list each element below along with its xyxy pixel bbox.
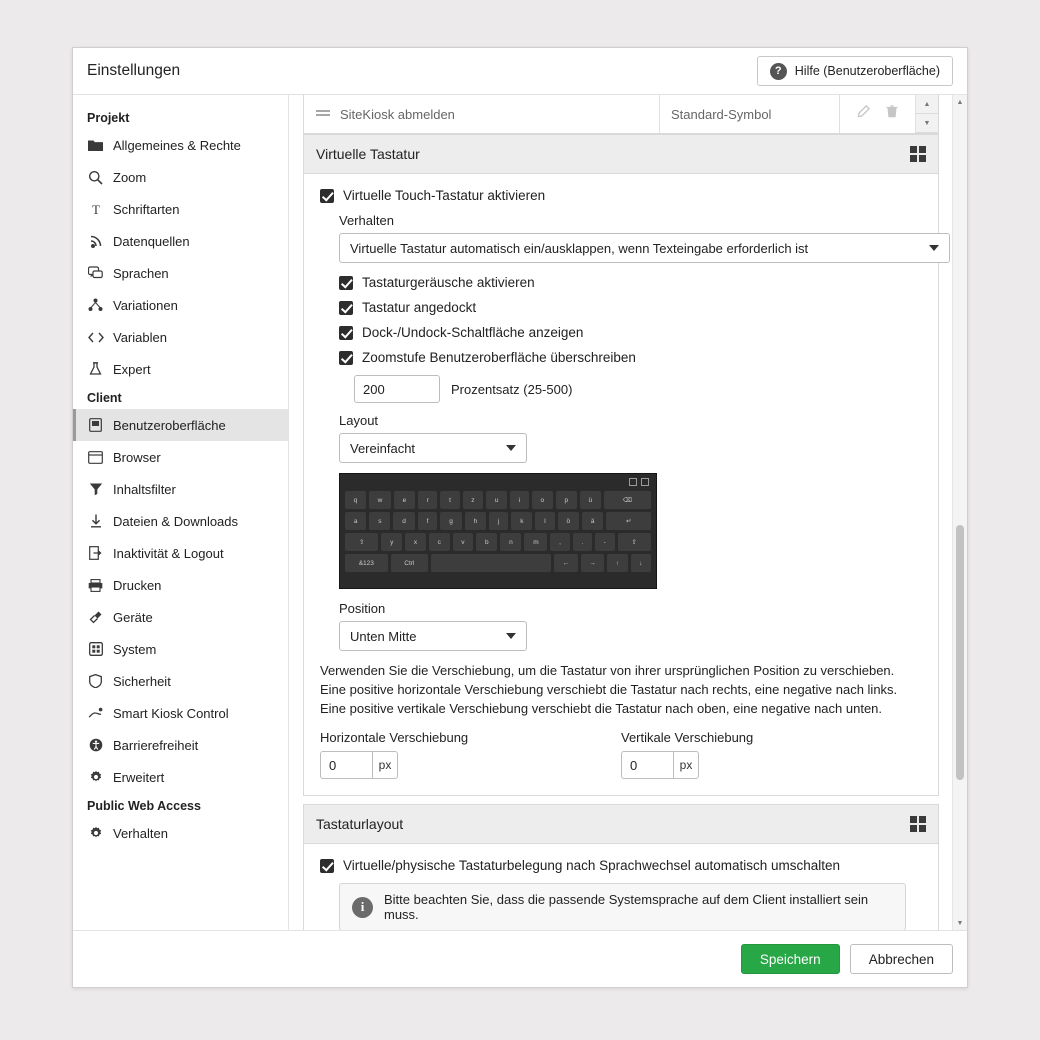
- key: q: [345, 491, 366, 509]
- vertical-offset-unit: px: [673, 751, 699, 779]
- drag-handle-icon[interactable]: [316, 107, 330, 122]
- feed-icon: [87, 233, 104, 250]
- key: j: [489, 512, 508, 530]
- key-arrow-right: →: [581, 554, 605, 572]
- key-arrow-up: ↑: [607, 554, 627, 572]
- sidebar-item-label: Zoom: [113, 169, 147, 185]
- checkbox-row-auto-switch-layout[interactable]: [320, 858, 922, 873]
- folder-icon: [87, 137, 104, 154]
- content-scrollbar[interactable]: [952, 95, 967, 930]
- vertical-offset-input[interactable]: 0: [621, 751, 673, 779]
- gear-icon: [87, 825, 104, 842]
- key: c: [429, 533, 450, 551]
- key: w: [369, 491, 391, 509]
- keyboard-row-1: [345, 491, 651, 509]
- checkbox-row-keyboard-sounds[interactable]: [339, 275, 922, 290]
- sidebar-item-label: Schriftarten: [113, 201, 180, 217]
- key-ctrl: Ctrl: [391, 554, 429, 572]
- key: e: [394, 491, 415, 509]
- position-label: Position: [339, 601, 386, 616]
- keyboard-row-4: [345, 554, 651, 572]
- scroll-down-arrow[interactable]: ▼: [956, 919, 964, 927]
- sidebar-item-label: Sprachen: [113, 265, 169, 281]
- sidebar-group-public-web-access: Public Web Access: [87, 799, 201, 813]
- row-move-up-button[interactable]: ▲: [916, 95, 938, 114]
- horizontal-offset-input[interactable]: 0: [320, 751, 372, 779]
- sidebar-item-label: Allgemeines & Rechte: [113, 137, 241, 153]
- dialog-footer: [73, 930, 967, 987]
- table-cell-name-label: SiteKiosk abmelden: [340, 106, 455, 122]
- sidebar-item-smart-kiosk-control[interactable]: [73, 697, 288, 729]
- auto-switch-layout-checkbox[interactable]: [320, 859, 334, 873]
- key: ,: [550, 533, 569, 551]
- info-banner: [339, 883, 906, 930]
- sidebar-item-sicherheit[interactable]: [73, 665, 288, 697]
- position-select[interactable]: [339, 621, 527, 651]
- layout-label: Layout: [339, 413, 379, 428]
- keyboard-sounds-checkbox[interactable]: [339, 276, 353, 290]
- key-arrow-left: ←: [554, 554, 578, 572]
- key: u: [486, 491, 507, 509]
- chevron-down-icon: [929, 245, 939, 251]
- key: s: [369, 512, 390, 530]
- sidebar-item-label: Benutzeroberfläche: [113, 417, 226, 433]
- sidebar-item-label: Inhaltsfilter: [113, 481, 176, 497]
- key: r: [418, 491, 438, 509]
- kiosk-icon: [87, 705, 104, 722]
- sidebar-item-label: Browser: [113, 449, 161, 465]
- checkbox-row-enable-virtual-keyboard[interactable]: [320, 188, 922, 203]
- sidebar-item-label: Verhalten: [113, 825, 168, 841]
- override-zoom-checkbox[interactable]: [339, 351, 353, 365]
- sidebar-item-variationen[interactable]: [73, 289, 288, 321]
- sidebar: [73, 95, 289, 930]
- sidebar-item-label: Expert: [113, 361, 151, 377]
- sidebar-item-label: Dateien & Downloads: [113, 513, 239, 529]
- sidebar-item-dateien-downloads[interactable]: [73, 505, 288, 537]
- keyboard-preview-rows: [345, 491, 651, 572]
- checkbox-row-keyboard-docked[interactable]: [339, 300, 922, 315]
- key: t: [440, 491, 459, 509]
- question-mark-icon: ?: [770, 63, 787, 80]
- key: m: [524, 533, 547, 551]
- behavior-select-value: Virtuelle Tastatur automatisch ein/ausklappen, wenn Texteingabe erforderlich ist: [350, 240, 809, 256]
- plug-icon: [87, 609, 104, 626]
- key: b: [476, 533, 497, 551]
- sidebar-item-schriftarten[interactable]: [73, 193, 288, 225]
- key: n: [500, 533, 521, 551]
- zoom-percentage-input[interactable]: 200: [354, 375, 440, 403]
- scroll-up-arrow[interactable]: ▲: [956, 98, 964, 106]
- page-title: Einstellungen: [87, 62, 181, 79]
- sidebar-item-inhaltsfilter[interactable]: [73, 473, 288, 505]
- offset-description: Verwenden Sie die Verschiebung, um die Tastatur von ihrer ursprünglichen Position zu verschieben. Eine positive horizontale Verschiebung verschiebt die Tastatur nach rechts, eine negative nach links. Eine positive vertikale Verschiebung verschiebt die Tastatur nach oben, eine negative nach unten.: [320, 663, 898, 716]
- key: a: [345, 512, 366, 530]
- sidebar-item-system[interactable]: [73, 633, 288, 665]
- chevron-down-icon: [506, 445, 516, 451]
- accessibility-icon: [87, 737, 104, 754]
- sidebar-item-variablen[interactable]: [73, 321, 288, 353]
- key: v: [453, 533, 474, 551]
- settings-window: [72, 47, 968, 988]
- svg-text:T: T: [91, 202, 100, 216]
- flask-icon: [87, 361, 104, 378]
- keyboard-docked-checkbox[interactable]: [339, 301, 353, 315]
- vertical-offset-field: [621, 730, 922, 779]
- section-header-tastaturlayout[interactable]: [303, 804, 939, 844]
- key: .: [573, 533, 592, 551]
- sidebar-item-label: Barrierefreiheit: [113, 737, 199, 753]
- layout-select-value: Vereinfacht: [350, 440, 416, 456]
- row-move-down-button[interactable]: ▼: [916, 114, 938, 133]
- key-space: [431, 554, 551, 572]
- settings-content: [289, 95, 967, 930]
- zoom-percentage-row: [354, 375, 922, 403]
- sidebar-item-drucken[interactable]: [73, 569, 288, 601]
- window-header: [73, 48, 967, 94]
- table-cell-name: [304, 95, 660, 133]
- checkbox-label: Dock-/Undock-Schaltfläche anzeigen: [362, 325, 584, 340]
- checkbox-label: Virtuelle/physische Tastaturbelegung nach Sprachwechsel automatisch umschalten: [343, 858, 841, 873]
- printer-icon: [87, 577, 104, 594]
- sidebar-item-label: Smart Kiosk Control: [113, 705, 229, 721]
- key: z: [463, 491, 484, 509]
- chevron-down-icon: [506, 633, 516, 639]
- save-button[interactable]: Speichern: [741, 944, 840, 974]
- sidebar-item-label: Datenquellen: [113, 233, 190, 249]
- cancel-button[interactable]: Abbrechen: [850, 944, 953, 974]
- sidebar-item-geraete[interactable]: [73, 601, 288, 633]
- sidebar-item-barrierefreiheit[interactable]: [73, 729, 288, 761]
- sidebar-item-sprachen[interactable]: [73, 257, 288, 289]
- zoom-percentage-hint: Prozentsatz (25-500): [451, 381, 573, 397]
- key: -: [595, 533, 615, 551]
- key: ü: [580, 491, 601, 509]
- key-shift-right: ⇧: [618, 533, 651, 551]
- checkbox-label: Tastaturgeräusche aktivieren: [362, 275, 535, 290]
- nodes-icon: [87, 297, 104, 314]
- sidebar-item-browser[interactable]: [73, 441, 288, 473]
- sidebar-item-label: Drucken: [113, 577, 162, 593]
- sidebar-item-datenquellen[interactable]: [73, 225, 288, 257]
- table-row[interactable]: [303, 95, 939, 134]
- key: ö: [558, 512, 579, 530]
- keyboard-preview-titlebar: [345, 478, 651, 488]
- checkbox-label: Tastatur angedockt: [362, 300, 477, 315]
- key: h: [465, 512, 486, 530]
- key-arrow-down: ↓: [631, 554, 651, 572]
- horizontal-offset-field: [320, 730, 621, 779]
- section-header-virtuelle-tastatur[interactable]: [303, 134, 939, 174]
- info-icon: i: [352, 897, 373, 918]
- trash-icon[interactable]: [886, 105, 898, 123]
- logout-icon: [87, 545, 104, 562]
- key: p: [556, 491, 577, 509]
- key: o: [532, 491, 553, 509]
- key-enter: ↵: [606, 512, 651, 530]
- key: ä: [582, 512, 603, 530]
- section-title: Virtuelle Tastatur: [316, 146, 420, 162]
- key-backspace: ⌫: [604, 491, 651, 509]
- keyboard-row-3: [345, 533, 651, 551]
- sidebar-item-allgemeines-rechte[interactable]: [73, 129, 288, 161]
- sidebar-group-projekt: Projekt: [87, 111, 130, 125]
- windows-icon: [910, 816, 926, 832]
- checkbox-row-show-dock-button[interactable]: [339, 325, 922, 340]
- shield-icon: [87, 673, 104, 690]
- help-button-label: Hilfe (Benutzeroberfläche): [794, 64, 940, 78]
- help-button[interactable]: [757, 56, 953, 86]
- system-icon: [87, 641, 104, 658]
- key: i: [510, 491, 529, 509]
- key: g: [440, 512, 461, 530]
- sidebar-item-erweitert[interactable]: [73, 761, 288, 793]
- sidebar-item-inaktivitaet-logout[interactable]: [73, 537, 288, 569]
- show-dock-button-checkbox[interactable]: [339, 326, 353, 340]
- sidebar-item-label: Geräte: [113, 609, 153, 625]
- offset-fields: [320, 730, 922, 779]
- key: y: [381, 533, 402, 551]
- key-symbols: &123: [345, 554, 388, 572]
- window-body: [73, 94, 967, 930]
- gear-icon: [87, 769, 104, 786]
- info-banner-text: Bitte beachten Sie, dass die passende Systemsprache auf dem Client installiert sein muss.: [384, 892, 869, 922]
- section-body-tastaturlayout: [303, 844, 939, 930]
- sidebar-item-label: Variablen: [113, 329, 167, 345]
- download-icon: [87, 513, 104, 530]
- checkbox-label: Virtuelle Touch-Tastatur aktivieren: [343, 188, 546, 203]
- checkbox-label: Zoomstufe Benutzeroberfläche überschreiben: [362, 350, 636, 365]
- speech-icon: [87, 265, 104, 282]
- key: d: [393, 512, 414, 530]
- position-select-value: Unten Mitte: [350, 628, 417, 644]
- sidebar-item-label: Inaktivität & Logout: [113, 545, 224, 561]
- key: f: [418, 512, 438, 530]
- scrollbar-thumb[interactable]: [956, 525, 964, 780]
- table-cell-actions: [840, 95, 916, 133]
- table-cell-symbol: Standard-Symbol: [660, 95, 840, 133]
- sidebar-item-label: Sicherheit: [113, 673, 171, 689]
- sidebar-item-expert[interactable]: [73, 353, 288, 385]
- funnel-icon: [87, 481, 104, 498]
- enable-virtual-keyboard-checkbox[interactable]: [320, 189, 334, 203]
- sidebar-item-zoom[interactable]: [73, 161, 288, 193]
- key: x: [405, 533, 426, 551]
- key-shift-left: ⇧: [345, 533, 378, 551]
- windows-icon: [910, 146, 926, 162]
- keyboard-row-2: [345, 512, 651, 530]
- section-title: Tastaturlayout: [316, 816, 404, 832]
- row-spinner[interactable]: [916, 95, 938, 133]
- layout-select[interactable]: [339, 433, 527, 463]
- monitor-icon: [87, 417, 104, 434]
- keyboard-preview: [339, 473, 657, 589]
- checkbox-row-override-zoom[interactable]: [339, 350, 922, 365]
- sidebar-item-label: Erweitert: [113, 769, 165, 785]
- code-icon: [87, 329, 104, 346]
- key: k: [511, 512, 532, 530]
- window-icon: [87, 449, 104, 466]
- pencil-icon[interactable]: [857, 105, 870, 123]
- sidebar-item-verhalten[interactable]: [73, 817, 288, 849]
- magnifier-icon: [87, 169, 104, 186]
- sidebar-group-client: Client: [87, 391, 122, 405]
- section-body-virtuelle-tastatur: [303, 174, 939, 796]
- sidebar-item-label: Variationen: [113, 297, 178, 313]
- vertical-offset-label: Vertikale Verschiebung: [621, 730, 754, 745]
- sidebar-item-benutzeroberflaeche[interactable]: [73, 409, 288, 441]
- horizontal-offset-unit: px: [372, 751, 398, 779]
- key: l: [535, 512, 554, 530]
- sidebar-item-label: System: [113, 641, 157, 657]
- horizontal-offset-label: Horizontale Verschiebung: [320, 730, 469, 745]
- behavior-label: Verhalten: [339, 213, 394, 228]
- text-icon: [87, 201, 104, 218]
- behavior-select[interactable]: [339, 233, 950, 263]
